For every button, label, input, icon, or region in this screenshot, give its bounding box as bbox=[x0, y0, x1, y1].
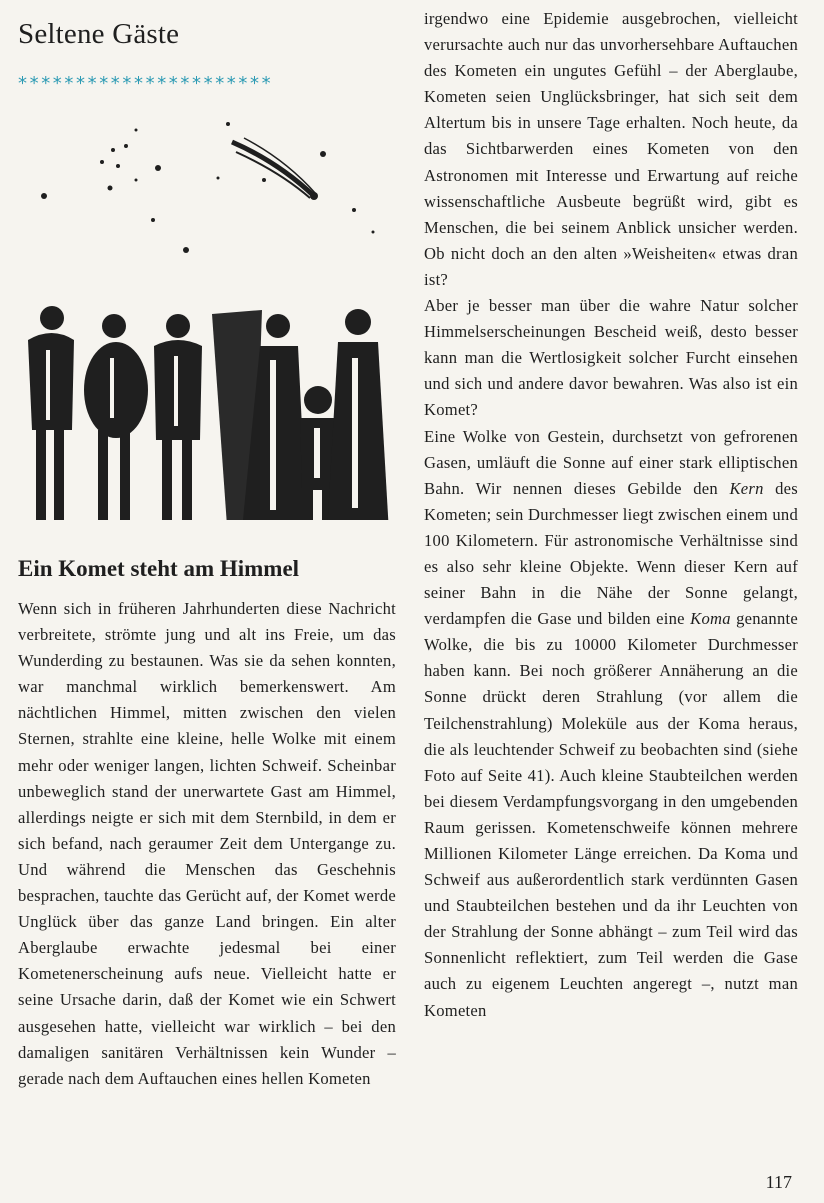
comet-watchers-illustration bbox=[18, 100, 398, 520]
paragraph-text: des Kometen; sein Durchmesser liegt zwischen einem und 100 Kilometern. Für astronomische Verhältnisse sind es also sehr kleine Objekte. Wenn dieser Kern auf seiner Bahn in die Nähe der Sonne gelangt, verdampfen die Gase und bilden eine bbox=[424, 478, 798, 629]
left-body-paragraph: Wenn sich in früheren Jahrhunderten diese Nachricht verbreitete, strömte jung und alt ins Freie, um das Wunderding zu bestaunen. Was sie da sehen konnten, war manchmal wirklich bemerkenswert. Am nächtlichen Himmel, mitten zwischen den vielen Sternen, strahlte eine kleine, helle Wolke mit einem mehr oder weniger langen, lichten Schweif. Scheinbar unbeweglich stand der unerwartete Gast am Himmel, allerdings neigte er sich mit dem Sternbild, in dem er sich befand, nach geraumer Zeit dem Untergange zu. Und während die Menschen das Geschehnis besprachen, tauchte das Gerücht auf, der Komet werde Unglück über das ganze Land bringen. Ein alter Aberglaube erwachte jedesmal bei einer Kometenerscheinung aufs neue. Vielleicht hatte er seine Ursache darin, daß der Komet wie ein Schwert ausgesehen hatte, vielleicht war wirklich – bei den damaligen sanitären Verhältnissen kein Wunder – gerade nach dem Auftauchen eines hellen Kometen bbox=[18, 599, 396, 1088]
left-column bbox=[18, 18, 396, 1092]
article-title: Ein Komet steht am Himmel bbox=[18, 556, 300, 581]
page-number: 117 bbox=[765, 1172, 792, 1192]
people-figures bbox=[28, 306, 390, 520]
paragraph-text: Eine Wolke von Gestein, durchsetzt von gefrorenen Gasen, umläuft die Sonne auf einer stark elliptischen Bahn. Wir nennen dieses Gebilde den bbox=[424, 426, 798, 498]
term-kern: Kern bbox=[729, 478, 764, 498]
right-body-paragraph-1: irgendwo eine Epidemie ausgebrochen, vielleicht verursachte auch nur das unvorhersehbare Auftauchen des Kometen ein ungutes Gefühl – der Aberglaube, Kometen seien Unglücksbringer, hat sich seit dem Altertum bis in unsere Tage erhalten. Noch heute, da das Sichtbarwerden eines Kometen von den Astronomen mit Interesse und Erwartung auf reiche wissenschaftliche Ausbeute begrüßt wird, gibt es Menschen, die bei seinem Anblick unsicher werden. Ob nicht doch an den alten »Weisheiten« etwas dran ist? bbox=[424, 9, 798, 289]
night-sky-stars bbox=[41, 122, 375, 253]
section-title: Seltene Gäste bbox=[18, 18, 180, 50]
right-column bbox=[424, 6, 798, 1024]
comet-illustration bbox=[232, 138, 318, 200]
term-koma: Koma bbox=[690, 609, 731, 629]
right-body-paragraph-2: Aber je besser man über die wahre Natur solcher Himmelserscheinungen Bescheid weiß, desto besser kann man die Wertlosigkeit solcher Furcht einsehen und sich und andere davor bewahren. Was also ist ein Komet? bbox=[424, 296, 798, 420]
asterisk-divider: ********************** bbox=[18, 73, 274, 94]
paragraph-text: genannte Wolke, die bis zu 10000 Kilometer Durchmesser haben kann. Bei noch größerer Annäherung an die Sonne drückt deren Strahlung (vor allem die Teilchenstrahlung) Moleküle aus der Koma heraus, die als leuchtender Schweif zu beobachten sind (siehe Foto auf Seite 41). Auch kleine Staubteilchen werden bei diesem Verdampfungsvorgang in den umgebenden Raum gerissen. Kometenschweife können mehrere Millionen Kilometer Länge erreichen. Da Koma und Schweif aus außerordentlich stark verdünnten Gasen und Staubteilchen bestehen und da ihr Leuchten von der Strahlung der Sonne abhängt – zum Teil wird das Sonnenlicht reflektiert, zum Teil werden die Gase auch zu eigenem Leuchten angeregt –, nutzt man Kometen bbox=[424, 609, 798, 1020]
right-body-paragraph-3 bbox=[424, 424, 798, 1024]
